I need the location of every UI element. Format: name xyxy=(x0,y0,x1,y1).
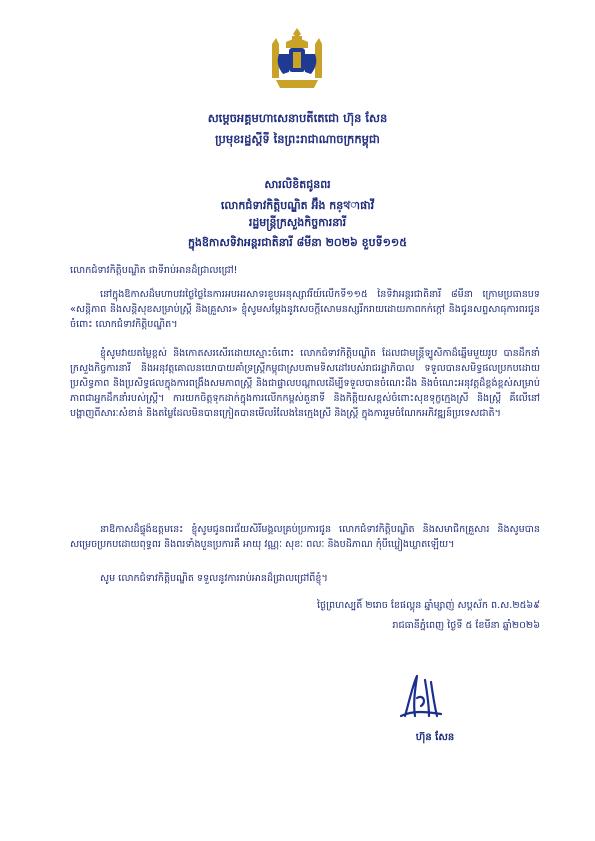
recipient-name: លោកជំទាវកិត្តិបណ្ឌិត អ៊ឹង កន្থាផាវី xyxy=(220,199,375,212)
place-and-date: រាជធានីភ្នំពេញ ថ្ងៃទី ៥ ខែមីនា ឆ្នាំ២០២៦ xyxy=(392,620,540,631)
recipient-ministry: រដ្ឋមន្ត្រីក្រសួងកិច្ចការនារី xyxy=(248,216,347,229)
royal-coat-of-arms-emblem xyxy=(262,24,332,94)
occasion-line: ក្នុងឱកាសទិវាអន្តរជាតិនារី ៨មីនា ២០២៦ ខួបទី១១៥ xyxy=(187,236,408,249)
salutation: លោកជំទាវកិត្តិបណ្ឌិត ជាទីរាប់អានដ៏ជ្រាលជ្រៅ! xyxy=(70,265,238,276)
closing-line: សូម លោកជំទាវកិត្តិបណ្ឌិត ទទួលនូវការរាប់អានដ៏ជ្រាលជ្រៅពីខ្ញុំ។ xyxy=(100,573,328,584)
sender-title: ប្រមុខរដ្ឋស្តីទី នៃព្រះរាជាណាចក្រកម្ពុជា xyxy=(215,132,380,146)
body-paragraph-1: នៅក្នុងឱកាសដ៏មហាបវរថ្ងៃថ្លៃនៃការអបអរសាទរខួបអនុស្សាវរីយ៍លើកទី១១៥ នៃទិវាអន្តរជាតិនារី ៨មីនា ក្រោមប្រធានបទ «សន្តិភាព និងសន្តិសុខសម្រាប់ស្ត្រី និងគ្រួសារ» ខ្ញុំសូមសម្តែងនូវសេចក្តីសោមនស្សរីករាយដោយភាពកក់ក្តៅ និងជូនសព្ទសាធុការពរជូនចំពោះ លោកជំទាវកិត្តិបណ្ឌិត។ xyxy=(70,289,540,330)
handwritten-signature xyxy=(395,672,445,720)
body-paragraph-3: នាឱកាសដ៏ផ្ទុង៉ឧត្តមនេះ ខ្ញុំសូមជូនពរជ័យសិរីមង្គលគ្រប់ប្រការជូន លោកជំទាវកិត្តិបណ្ឌិត និងសមាជិកគ្រួសារ និងសូមបានសម្រេចប្រកបដោយពុទ្ធពរ និងពរទាំងបួនប្រការគឺ អាយុ វណ្ណៈ សុខៈ ពលៈ និងបដិភាណ កុំបីឃ្លៀងឃ្លាតឡើយ។ xyxy=(70,524,540,550)
sender-name: សម្តេចអគ្គមហាសេនាបតីតេជោ ហ៊ុន សែន xyxy=(207,111,388,125)
body-paragraph-2: ខ្ញុំសូមវាយតម្លៃខ្ពស់ និងកោតសរសើរដោយស្មោះចំពោះ លោកជំទាវកិត្តិបណ្ឌិត ដែលជាមន្ត្រីទ្បូសិកាដ៏ឆ្នើមមួយរូប បានដឹកនាំក្រសួងកិច្ចការនារី និងអនុវត្តគោលនយោបាយគាំទ្រស្ត្រីកម្ពុជាស្របតាមទិសដៅរបស់រាជរដ្ឋាភិបាល ទទួលបានសមិទ្ធផលប្រកបដោយប្រសិទ្ធភាព និងប្រសិទ្ធផលក្នុងការពង្រឹងសមភាពស្ត្រី និងជាផ្ទាលបណ្ដាលដើម្បីទទួលបានចំណេះដឹង និងចំណេះអនុវត្តដ៏ខ្ពង់ខ្ពស់សម្រាប់ភាពជាអ្នកដឹកនាំរបស់ស្ត្រី។ ការយកចិត្តទុកដាក់ក្នុងការលើកកម្ពស់តួនាទី និងកិត្តិយសខ្ពស់ចំពោះសុខទុក្ខក្មេងស្រី និងស្ត្រី គឺលើនៅបង្ហាញពីសារៈសំខាន់ និងតម្លៃដែលមិនបានក្រៀតបានមើលរំលែងនៃក្មេងស្រី និងស្ត្រី ក្នុងការរួមចំណែកអភិវឌ្ឍន៍ប្រទេសជាតិ។ xyxy=(70,348,540,419)
lunar-date: ថ្ងៃព្រហស្បតិ៍ ២រោច ខែផល្គុន ឆ្នាំម្សាញ់ សប្តស័ក ព.ស.២៥៦៩ xyxy=(316,600,540,611)
letter-title: សារលិខិតជូនពរ xyxy=(264,178,331,191)
signer-name: ហ៊ុន សែន xyxy=(415,732,455,743)
